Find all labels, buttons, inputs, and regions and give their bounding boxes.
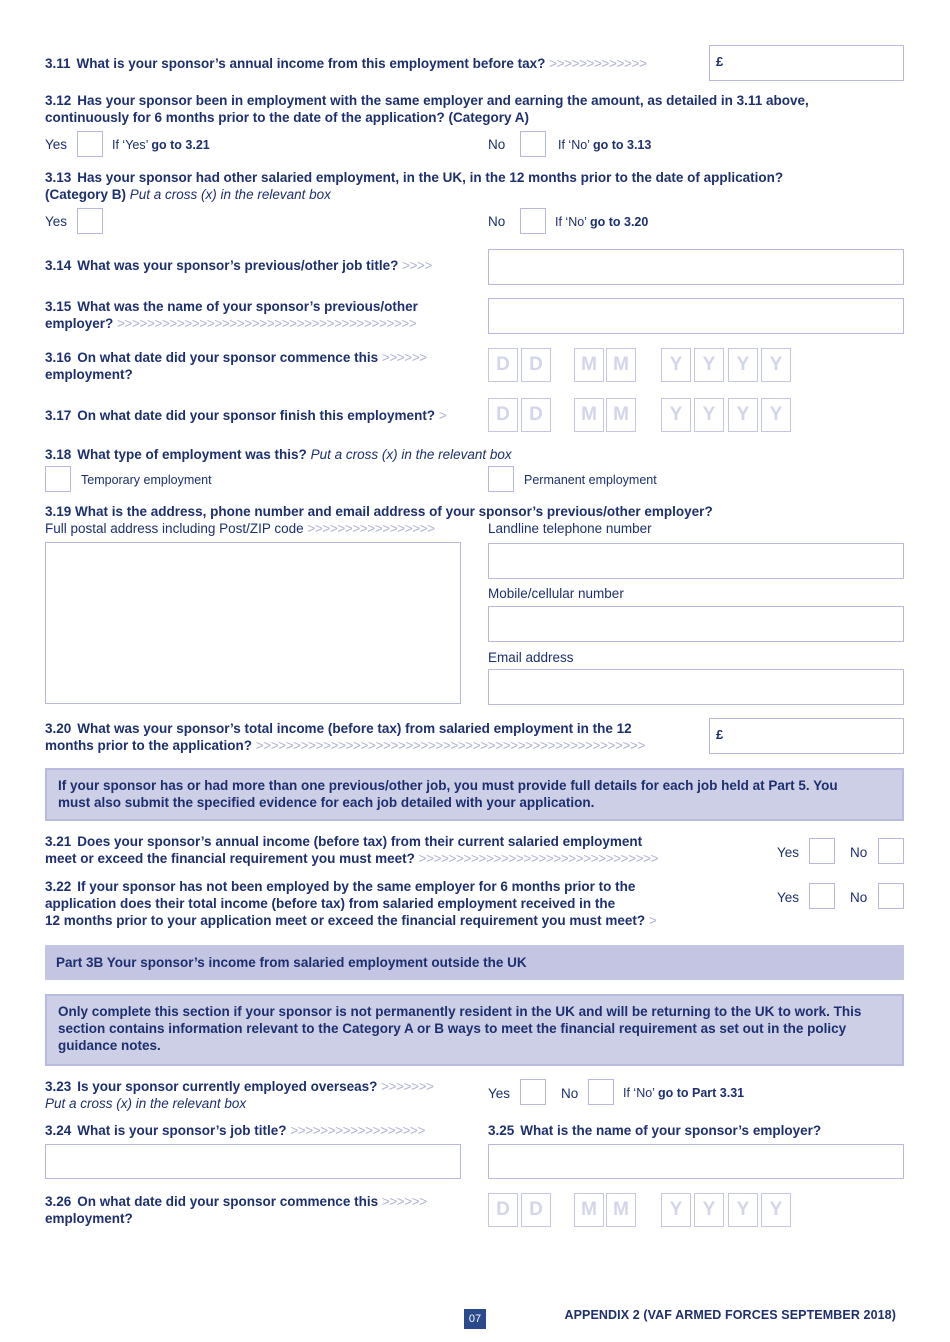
q319-mobile-label: Mobile/cellular number bbox=[488, 586, 624, 601]
q322-arrows: > bbox=[648, 913, 657, 928]
q312-text-1: Has your sponsor been in employment with the same employer and earning the amount, as detailed in 3.11 above, bbox=[77, 93, 809, 108]
q326-line2: employment? bbox=[45, 1211, 133, 1226]
q321-no-checkbox[interactable] bbox=[878, 838, 904, 864]
q323-yes-checkbox[interactable] bbox=[520, 1079, 546, 1105]
q314-number: 3.14 bbox=[45, 258, 72, 273]
date-digit-m[interactable]: M bbox=[574, 398, 604, 432]
q323-no-hint bbox=[623, 1085, 744, 1102]
q319-label bbox=[45, 503, 713, 520]
q321-arrows: >>>>>>>>>>>>>>>>>>>>>>>>>>>>>>>> bbox=[418, 851, 659, 866]
q319-mobile-field[interactable] bbox=[488, 606, 904, 642]
date-digit-m[interactable]: M bbox=[606, 348, 636, 382]
q322-line2: application does their total income (before tax) from salaried employment received in the bbox=[45, 896, 616, 911]
q312-no-label: No bbox=[488, 137, 506, 152]
date-digit-d[interactable]: D bbox=[521, 398, 551, 432]
q311-income-field[interactable] bbox=[709, 45, 904, 81]
note1-line1: If your sponsor has or had more than one previous/other job, you must provide full details for each job held at Part 5. You bbox=[58, 778, 838, 793]
date-digit-d[interactable]: D bbox=[488, 348, 518, 382]
q326-line1 bbox=[45, 1193, 427, 1210]
date-digit-y[interactable]: Y bbox=[728, 1193, 758, 1227]
q313-no-hint-b: go to 3.20 bbox=[589, 215, 649, 229]
q312-yes-checkbox[interactable] bbox=[77, 131, 103, 157]
q311-number: 3.11 bbox=[45, 56, 71, 71]
q322-number: 3.22 bbox=[45, 879, 72, 894]
q313-category: (Category B) bbox=[45, 187, 127, 202]
q312-no-hint-b: go to 3.13 bbox=[592, 138, 652, 152]
q320-text-1: What was your sponsor’s total income (before tax) from salaried employment in the 12 bbox=[77, 721, 632, 736]
date-digit-y[interactable]: Y bbox=[728, 398, 758, 432]
q322-text-3: 12 months prior to your application meet or exceed the financial requirement you must meet? bbox=[45, 913, 646, 928]
q323-number: 3.23 bbox=[45, 1079, 72, 1094]
date-digit-d[interactable]: D bbox=[521, 348, 551, 382]
q313-line2 bbox=[45, 186, 331, 203]
date-digit-d[interactable]: D bbox=[488, 1193, 518, 1227]
q322-text-1: If your sponsor has not been employed by the same employer for 6 months prior to the bbox=[77, 879, 636, 894]
q321-yes-label: Yes bbox=[777, 845, 800, 860]
q318-instruction: Put a cross (x) in the relevant box bbox=[310, 447, 512, 462]
q325-employer-field[interactable] bbox=[488, 1144, 904, 1179]
q319-email-label: Email address bbox=[488, 650, 574, 665]
q318-permanent-label: Permanent employment bbox=[524, 473, 657, 487]
q316-line2: employment? bbox=[45, 367, 133, 382]
q318-text: What type of employment was this? bbox=[77, 447, 307, 462]
date-digit-m[interactable]: M bbox=[606, 1193, 636, 1227]
q321-text-2: meet or exceed the financial requirement you must meet? bbox=[45, 851, 415, 866]
q319-address-label-text: Full postal address including Post/ZIP code bbox=[45, 521, 304, 536]
q323-instruction: Put a cross (x) in the relevant box bbox=[45, 1096, 247, 1111]
date-digit-d[interactable]: D bbox=[488, 398, 518, 432]
note2-line3: guidance notes. bbox=[58, 1038, 161, 1053]
q326-text-1: On what date did your sponsor commence this bbox=[77, 1194, 379, 1209]
q323-no-label: No bbox=[561, 1086, 579, 1101]
q318-temporary-label: Temporary employment bbox=[81, 473, 212, 487]
q316-text-1: On what date did your sponsor commence this bbox=[77, 350, 379, 365]
q323-no-hint-a: If ‘No’ bbox=[623, 1086, 655, 1100]
q313-text-1: Has your sponsor had other salaried employment, in the UK, in the 12 months prior to the date of application? bbox=[77, 170, 784, 185]
q317-text: On what date did your sponsor finish this employment? bbox=[77, 408, 436, 423]
q317-arrows: > bbox=[438, 408, 447, 423]
q320-number: 3.20 bbox=[45, 721, 72, 736]
date-digit-m[interactable]: M bbox=[574, 1193, 604, 1227]
q313-no-checkbox[interactable] bbox=[520, 208, 546, 234]
q315-line2 bbox=[45, 315, 416, 332]
note1-line2: must also submit the specified evidence for each job detailed with your application. bbox=[58, 795, 595, 810]
q325-text: What is the name of your sponsor’s employer? bbox=[520, 1123, 822, 1138]
q313-no-label: No bbox=[488, 214, 506, 229]
q314-job-title-field[interactable] bbox=[488, 249, 904, 285]
q312-number: 3.12 bbox=[45, 93, 72, 108]
date-digit-y[interactable]: Y bbox=[761, 1193, 791, 1227]
q313-line1 bbox=[45, 169, 783, 186]
q312-yes-label: Yes bbox=[45, 137, 68, 152]
q326-arrows: >>>>>> bbox=[381, 1194, 427, 1209]
q313-yes-checkbox[interactable] bbox=[77, 208, 103, 234]
q313-instruction: Put a cross (x) in the relevant box bbox=[129, 187, 331, 202]
date-digit-y[interactable]: Y bbox=[661, 348, 691, 382]
q323-no-hint-b: go to Part 3.31 bbox=[657, 1086, 745, 1100]
q311-label bbox=[45, 55, 646, 72]
q312-no-hint-a: If ‘No’ bbox=[558, 138, 590, 152]
q320-text-2: months prior to the application? bbox=[45, 738, 252, 753]
q321-no-label: No bbox=[850, 845, 868, 860]
q319-number: 3.19 bbox=[45, 504, 72, 519]
q320-income-field[interactable] bbox=[709, 718, 904, 754]
q316-number: 3.16 bbox=[45, 350, 72, 365]
page-number: 07 bbox=[464, 1309, 486, 1329]
date-digit-y[interactable]: Y bbox=[694, 1193, 724, 1227]
note2-line2: section contains information relevant to the Category A or B ways to meet the financial requirement as set out in the policy bbox=[58, 1021, 847, 1036]
footer-title: APPENDIX 2 (VAF ARMED FORCES SEPTEMBER 2018) bbox=[564, 1308, 896, 1322]
q316-line1 bbox=[45, 349, 427, 366]
q315-text-1: What was the name of your sponsor’s previous/other bbox=[77, 299, 418, 314]
date-digit-d[interactable]: D bbox=[521, 1193, 551, 1227]
q312-no-hint bbox=[558, 137, 651, 154]
info-note-overseas bbox=[45, 994, 904, 1066]
q322-no-label: No bbox=[850, 890, 868, 905]
q319-text: What is the address, phone number and email address of your sponsor’s previous/other employer? bbox=[75, 504, 713, 519]
q320-arrows: >>>>>>>>>>>>>>>>>>>>>>>>>>>>>>>>>>>>>>>>>>>>>>>>>>>> bbox=[255, 738, 645, 753]
q315-line1 bbox=[45, 298, 418, 315]
q319-landline-label: Landline telephone number bbox=[488, 521, 652, 536]
note2-line1: Only complete this section if your sponsor is not permanently resident in the UK and will be returning to the UK to work. This bbox=[58, 1004, 862, 1019]
part3b-header: Part 3B Your sponsor’s income from salaried employment outside the UK bbox=[45, 945, 904, 980]
q313-no-hint bbox=[555, 214, 648, 231]
date-digit-m[interactable]: M bbox=[606, 398, 636, 432]
q319-landline-field[interactable] bbox=[488, 543, 904, 579]
q311-arrows: >>>>>>>>>>>>> bbox=[549, 56, 647, 71]
q312-line1 bbox=[45, 92, 809, 109]
date-digit-y[interactable]: Y bbox=[694, 348, 724, 382]
q323-label bbox=[45, 1078, 434, 1095]
q322-no-checkbox[interactable] bbox=[878, 883, 904, 909]
q314-label bbox=[45, 257, 432, 274]
q312-yes-hint-a: If ‘Yes’ bbox=[112, 138, 148, 152]
q318-permanent-checkbox[interactable] bbox=[488, 466, 514, 492]
q311-text: What is your sponsor’s annual income from this employment before tax? bbox=[76, 56, 546, 71]
q319-address-field[interactable] bbox=[45, 542, 461, 704]
date-digit-m[interactable]: M bbox=[574, 348, 604, 382]
date-digit-y[interactable]: Y bbox=[661, 1193, 691, 1227]
q324-label bbox=[45, 1122, 425, 1139]
q313-yes-label: Yes bbox=[45, 214, 68, 229]
q318-number: 3.18 bbox=[45, 447, 72, 462]
q323-yes-label: Yes bbox=[488, 1086, 511, 1101]
q312-no-checkbox[interactable] bbox=[520, 131, 546, 157]
date-digit-y[interactable]: Y bbox=[761, 348, 791, 382]
q324-number: 3.24 bbox=[45, 1123, 72, 1138]
q311-pound-symbol: £ bbox=[716, 54, 724, 69]
date-digit-y[interactable]: Y bbox=[761, 398, 791, 432]
q320-line1 bbox=[45, 720, 632, 737]
q316-arrows: >>>>>> bbox=[381, 350, 427, 365]
q325-number: 3.25 bbox=[488, 1123, 515, 1138]
q322-yes-label: Yes bbox=[777, 890, 800, 905]
q315-arrows: >>>>>>>>>>>>>>>>>>>>>>>>>>>>>>>>>>>>>>>> bbox=[117, 316, 417, 331]
q317-number: 3.17 bbox=[45, 408, 72, 423]
q321-line1 bbox=[45, 833, 642, 850]
q319-address-label bbox=[45, 520, 435, 537]
q322-line1 bbox=[45, 878, 635, 895]
q318-temporary-checkbox[interactable] bbox=[45, 466, 71, 492]
q313-no-hint-a: If ‘No’ bbox=[555, 215, 587, 229]
q321-number: 3.21 bbox=[45, 834, 72, 849]
q314-arrows: >>>> bbox=[402, 258, 433, 273]
q317-label bbox=[45, 407, 446, 424]
q315-employer-field[interactable] bbox=[488, 298, 904, 334]
q315-text-2: employer? bbox=[45, 316, 114, 331]
q321-text-1: Does your sponsor’s annual income (before tax) from their current salaried employment bbox=[77, 834, 643, 849]
q325-label bbox=[488, 1122, 821, 1139]
q322-yes-checkbox[interactable] bbox=[809, 883, 835, 909]
q323-text: Is your sponsor currently employed overseas? bbox=[77, 1079, 378, 1094]
q319-arrows: >>>>>>>>>>>>>>>>> bbox=[307, 521, 435, 536]
q318-label bbox=[45, 446, 512, 463]
q324-text: What is your sponsor’s job title? bbox=[77, 1123, 287, 1138]
q319-email-field[interactable] bbox=[488, 669, 904, 705]
q321-line2 bbox=[45, 850, 658, 867]
q321-yes-checkbox[interactable] bbox=[809, 838, 835, 864]
q326-number: 3.26 bbox=[45, 1194, 72, 1209]
q312-yes-hint bbox=[112, 137, 210, 154]
q324-arrows: >>>>>>>>>>>>>>>>>> bbox=[290, 1123, 426, 1138]
date-digit-y[interactable]: Y bbox=[661, 398, 691, 432]
q320-pound-symbol: £ bbox=[716, 727, 724, 742]
q323-arrows: >>>>>>> bbox=[381, 1079, 434, 1094]
date-digit-y[interactable]: Y bbox=[728, 348, 758, 382]
q312-yes-hint-b: go to 3.21 bbox=[151, 138, 210, 152]
info-note-multiple-jobs bbox=[45, 768, 904, 821]
q324-job-title-field[interactable] bbox=[45, 1144, 461, 1179]
q320-line2 bbox=[45, 737, 645, 754]
q314-text: What was your sponsor’s previous/other job title? bbox=[77, 258, 399, 273]
q313-number: 3.13 bbox=[45, 170, 72, 185]
q315-number: 3.15 bbox=[45, 299, 72, 314]
q323-no-checkbox[interactable] bbox=[588, 1079, 614, 1105]
q322-line3 bbox=[45, 912, 656, 929]
date-digit-y[interactable]: Y bbox=[694, 398, 724, 432]
q312-line2: continuously for 6 months prior to the date of the application? (Category A) bbox=[45, 110, 530, 125]
